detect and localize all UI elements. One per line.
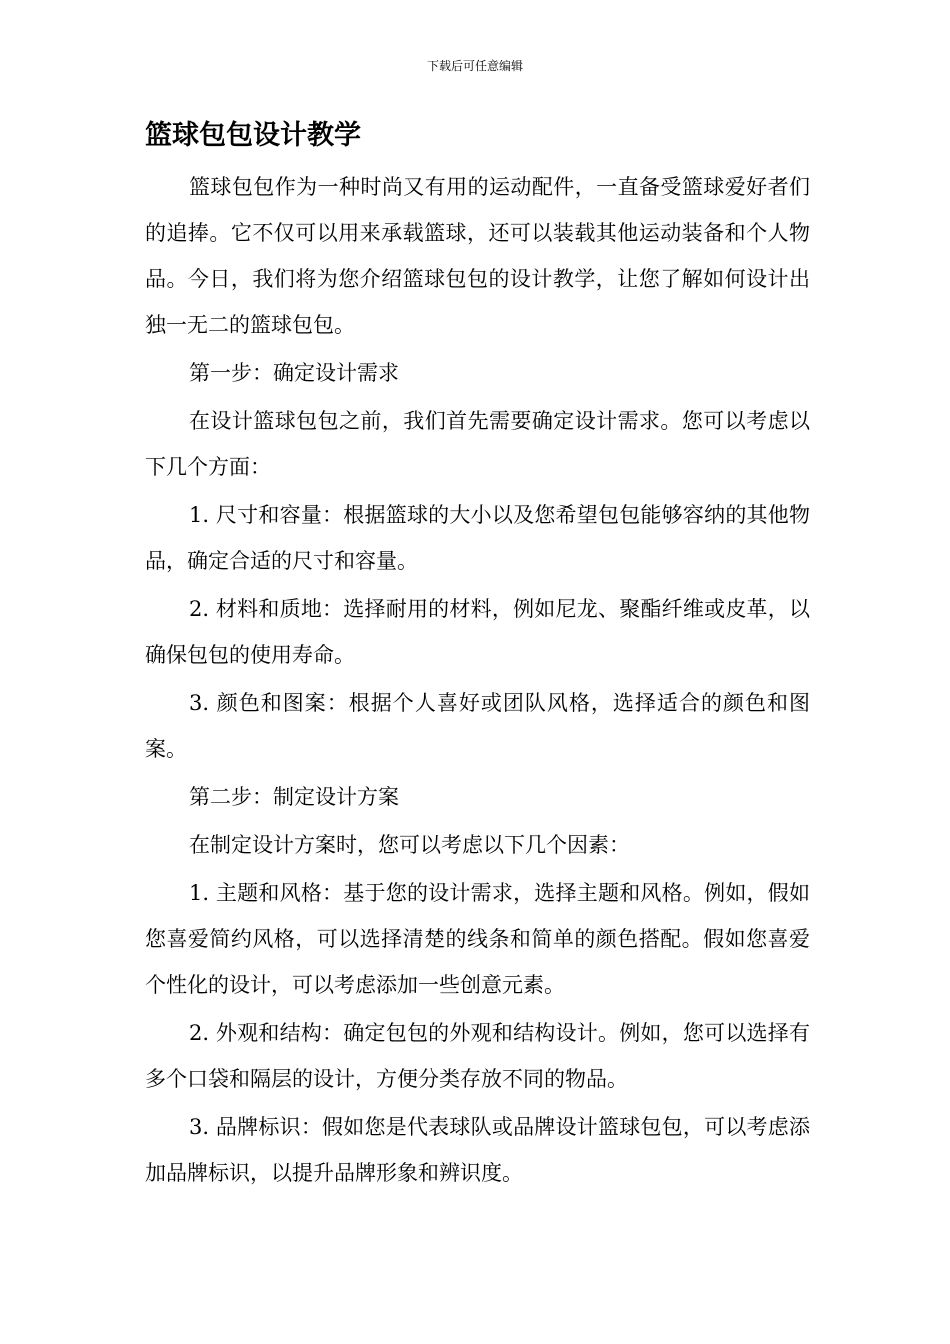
header-note: 下载后可任意编辑 (426, 59, 523, 73)
list-item-material: 2. 材料和质地：选择耐用的材料，例如尼龙、聚酯纤维或皮革，以确保包包的使用寿命。 (145, 597, 810, 667)
step-two-heading: 第二步：制定设计方案 (189, 785, 399, 809)
list-item-size: 1. 尺寸和容量：根据篮球的大小以及您希望包包能够容纳的其他物品，确定合适的尺寸和容量。 (145, 503, 810, 573)
step-one-paragraph: 在设计篮球包包之前，我们首先需要确定设计需求。您可以考虑以下几个方面： (145, 409, 810, 479)
list-item-structure: 2. 外观和结构：确定包包的外观和结构设计。例如，您可以选择有多个口袋和隔层的设计，方便分类存放不同的物品。 (145, 1021, 810, 1091)
step-two-paragraph: 在制定设计方案时，您可以考虑以下几个因素： (189, 833, 630, 857)
list-item-theme: 1. 主题和风格：基于您的设计需求，选择主题和风格。例如，假如您喜爱简约风格，可以选择清楚的线条和简单的颜色搭配。假如您喜爱个性化的设计，可以考虑添加一些创意元素。 (145, 881, 810, 997)
intro-paragraph: 篮球包包作为一种时尚又有用的运动配件，一直备受篮球爱好者们的追捧。它不仅可以用来承载篮球，还可以装载其他运动装备和个人物品。今日，我们将为您介绍篮球包包的设计教学，让您了解如何设计出独一无二的篮球包包。 (145, 175, 810, 337)
page-title: 篮球包包设计教学 (145, 120, 361, 151)
document-body (145, 164, 810, 1198)
step-one-heading: 第一步：确定设计需求 (189, 361, 399, 385)
list-item-brand: 3. 品牌标识：假如您是代表球队或品牌设计篮球包包，可以考虑添加品牌标识，以提升品牌形象和辨识度。 (145, 1115, 810, 1185)
list-item-color: 3. 颜色和图案：根据个人喜好或团队风格，选择适合的颜色和图案。 (145, 691, 810, 761)
